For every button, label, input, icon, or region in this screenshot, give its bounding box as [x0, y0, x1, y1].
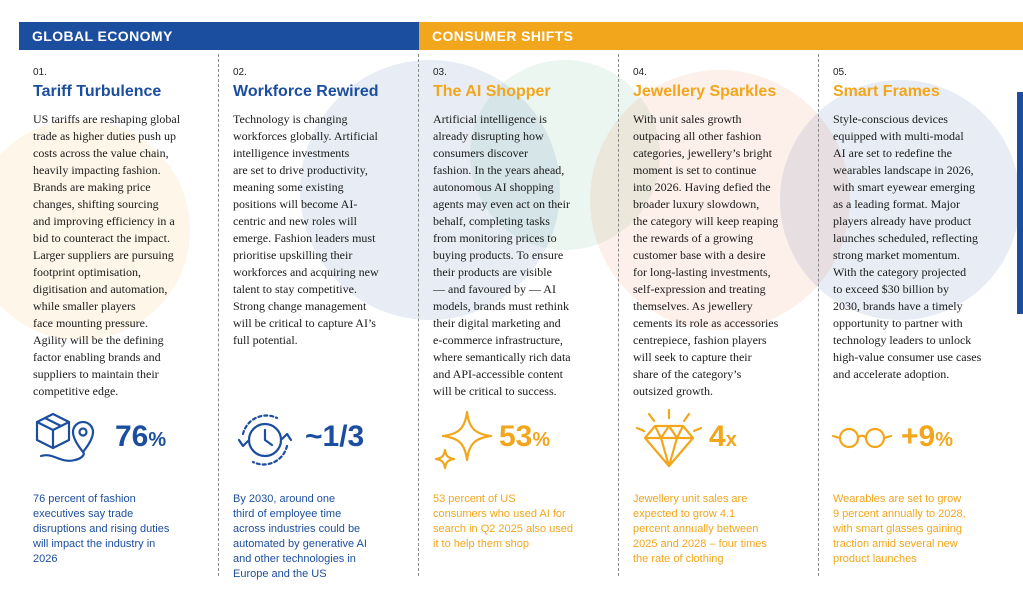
stat-value: [901, 420, 953, 454]
column-tariff-turbulence: [19, 50, 219, 596]
stat-caption: 53 percent of US consumers who used AI for search in Q2 2025 also used it to help them shop: [433, 493, 574, 550]
item-title: Workforce Rewired: [233, 83, 379, 100]
stat-number: +9: [901, 420, 936, 453]
sparkle-icon: [431, 408, 497, 477]
item-title: Jewellery Sparkles: [633, 83, 777, 100]
stat-value: [499, 420, 550, 454]
item-body: Style-conscious devices equipped with multi-modal AI are set to redefine the wearables landscape in 2026, with smart eyewear emerging as a leading format. Major players already have product launches scheduled, reflecting strong market momentum. With the category projected to exceed $30 billion by 2030, brands have a timely opportunity to partner with technology leaders to unlock high-value consumer use cases and accelerate adoption.: [833, 112, 982, 381]
item-number: 01.: [33, 67, 47, 78]
item-number: 05.: [833, 67, 847, 78]
right-accent-bar: [1017, 92, 1023, 314]
stat-caption: Wearables are set to grow 9 percent annually to 2028, with smart glasses gaining traction amid several new product launches: [833, 493, 966, 565]
item-title: Smart Frames: [833, 83, 940, 100]
column-smart-frames: [819, 50, 1019, 596]
column-ai-shopper: [419, 50, 619, 596]
stat-value: [305, 420, 364, 454]
item-body: Artificial intelligence is already disrupting how consumers discover fashion. In the years ahead, autonomous AI shopping agents may even act on their behalf, completing tasks from monitoring prices to buying products. To ensure their products are visible — and favoured by — AI models, brands must rethink their digital marketing and e-commerce infrastructure, where semantically rich data and API-accessible content will be critical to success.: [433, 112, 571, 398]
stat-suffix: %: [148, 429, 167, 451]
item-number: 04.: [633, 67, 647, 78]
stat-number: 4: [709, 420, 726, 453]
glasses-icon: [831, 422, 893, 461]
stat-value: [115, 420, 166, 454]
stat-number: 76: [115, 420, 149, 453]
section-header-global-economy: GLOBAL ECONOMY: [19, 22, 419, 50]
stat-number: 53: [499, 420, 533, 453]
stat-suffix: %: [532, 429, 551, 451]
item-body: Technology is changing workforces globally. Artificial intelligence investments are set to drive productivity, meaning some existing positions will become AI- centric and new roles will emerge. Fashion leaders must prioritise upskilling their workforces and acquiring new talent to stay competitive. Strong change management will be critical to capture AI’s full potential.: [233, 112, 379, 347]
stat-caption: Jewellery unit sales are expected to grow 4.1 percent annually between 2025 and 2028 – four times the rate of clothing: [633, 493, 767, 565]
stat-caption: By 2030, around one third of employee time across industries could be automated by generative AI and other technologies in Europe and the US: [233, 493, 367, 580]
section-header-consumer-shifts: CONSUMER SHIFTS: [419, 22, 1023, 50]
stat-suffix: x: [725, 429, 737, 451]
diamond-icon: [631, 408, 707, 479]
column-workforce-rewired: [219, 50, 419, 596]
stat-value: [709, 420, 737, 454]
stat-number: ~1/3: [305, 420, 365, 453]
item-body: With unit sales growth outpacing all other fashion categories, jewellery’s bright moment is set to continue into 2026. Having defied the broader luxury slowdown, the category will keep reaping the rewards of a growing customer base with a desire for long-lasting investments, self-expression and treating themselves. As jewellery cements its role as accessories centrepiece, fashion players will seek to capture their share of the category’s outsized growth.: [633, 112, 779, 398]
item-title: The AI Shopper: [433, 83, 551, 100]
column-jewellery-sparkles: [619, 50, 819, 596]
item-number: 02.: [233, 67, 247, 78]
clock-cycle-icon: [231, 408, 301, 475]
item-title: Tariff Turbulence: [33, 83, 162, 100]
package-location-icon: [31, 408, 103, 475]
item-body: US tariffs are reshaping global trade as higher duties push up costs across the value chain, heavily impacting fashion. Brands are making price changes, shifting sourcing and improving efficiency in a bid to counteract the impact. Larger suppliers are pursuing footprint optimisation, digitisation and automation, while smaller players face mounting pressure. Agility will be the defining factor enabling brands and suppliers to maintain their competitive edge.: [33, 112, 181, 398]
stat-caption: 76 percent of fashion executives say trade disruptions and rising duties will impact the industry in 2026: [33, 493, 170, 565]
item-number: 03.: [433, 67, 447, 78]
stat-suffix: %: [935, 429, 954, 451]
